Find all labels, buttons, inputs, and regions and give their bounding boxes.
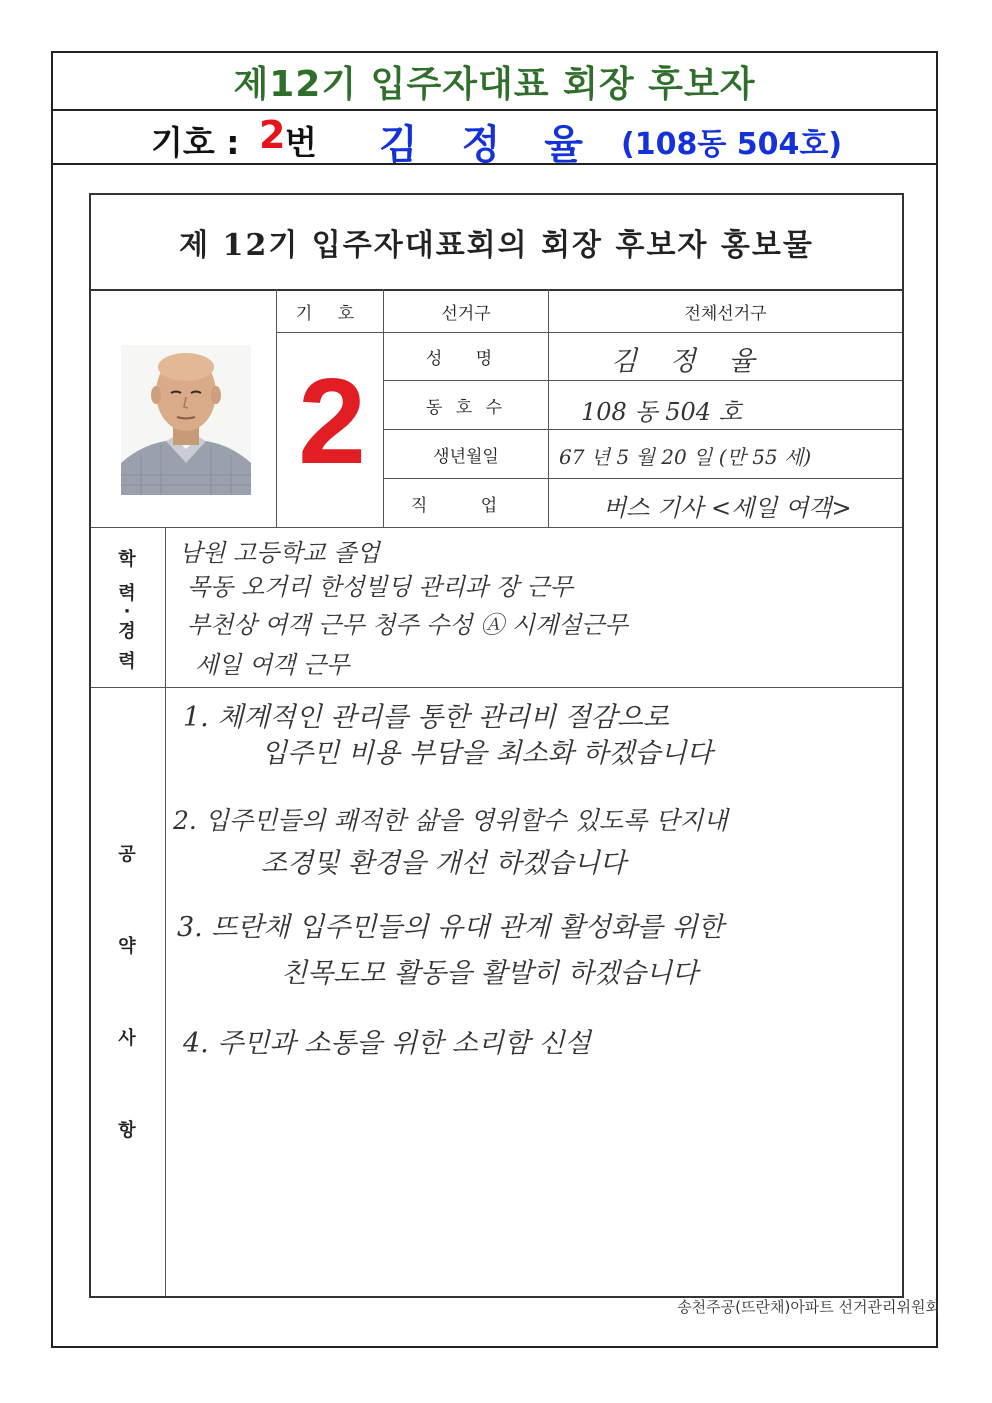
poster-title: 제12기 입주자대표 회장 후보자	[53, 53, 936, 111]
birth-label: 생년월일	[433, 446, 499, 467]
candidate-name: 김정율	[379, 122, 627, 168]
job-label: 직 업	[410, 495, 522, 516]
name-label: 성 명	[425, 349, 507, 369]
career-line: 목동 오거리 한성빌딩 관리과 장 근무	[187, 573, 573, 601]
pledge-line: 4. 주민과 소통을 위한 소리함 신설	[183, 1028, 591, 1059]
symbol-number-large: 2	[298, 353, 366, 489]
pledge-line: 3. 뜨란채 입주민들의 유대 관계 활성화를 위한	[177, 912, 724, 943]
unit-value: 108 동 504 호	[581, 398, 742, 426]
grid-line	[165, 527, 166, 1296]
career-line: 세일 여객 근무	[195, 651, 350, 679]
birth-value: 67 년 5 월 20 일 (만 55 세)	[559, 445, 812, 469]
grid-line	[276, 332, 902, 333]
pledge-line: 2. 입주민들의 쾌적한 삶을 영위할수 있도록 단지내	[173, 806, 728, 835]
job-value: 버스 기사 <세일 여객>	[603, 494, 852, 522]
candidate-photo	[121, 345, 251, 495]
name-value: 김 정 율	[611, 346, 767, 377]
district-value: 전체선거구	[684, 303, 767, 324]
career-line: 남원 고등학교 졸업	[179, 539, 380, 567]
unit-label: 동 호 수	[425, 397, 507, 418]
symbol-number: 2	[259, 113, 286, 157]
symbol-header: 기 호	[295, 303, 365, 324]
committee-footer: 송천주공(뜨란채)아파트 선거관리위원회	[677, 1298, 940, 1316]
pledge-label: 공 약 사 항	[118, 844, 136, 1141]
pledge-line: 입주민 비용 부담을 최소화 하겠습니다	[261, 738, 713, 769]
symbol-label: 기호 :	[151, 123, 240, 162]
career-line: 부천상 여객 근무 청주 수성 Ⓐ 시계설근무	[187, 611, 628, 639]
pledge-line: 조경및 환경을 개선 하겠습니다	[261, 848, 626, 879]
candidate-address: (108동 504호)	[621, 127, 843, 162]
career-label: 학 력 · 경 력	[118, 549, 136, 672]
candidate-header	[53, 109, 936, 168]
grid-line	[91, 687, 902, 688]
district-label: 선거구	[441, 303, 491, 324]
symbol-suffix: 번	[285, 123, 317, 162]
campaign-form	[89, 193, 904, 1298]
pledge-line: 친목도모 활동을 활발히 하겠습니다	[281, 958, 698, 989]
pledge-line: 1. 체계적인 관리를 통한 관리비 절감으로	[183, 702, 669, 733]
grid-line	[91, 527, 902, 528]
form-title: 제 12기 입주자대표회의 회장 후보자 홍보물	[91, 195, 902, 291]
